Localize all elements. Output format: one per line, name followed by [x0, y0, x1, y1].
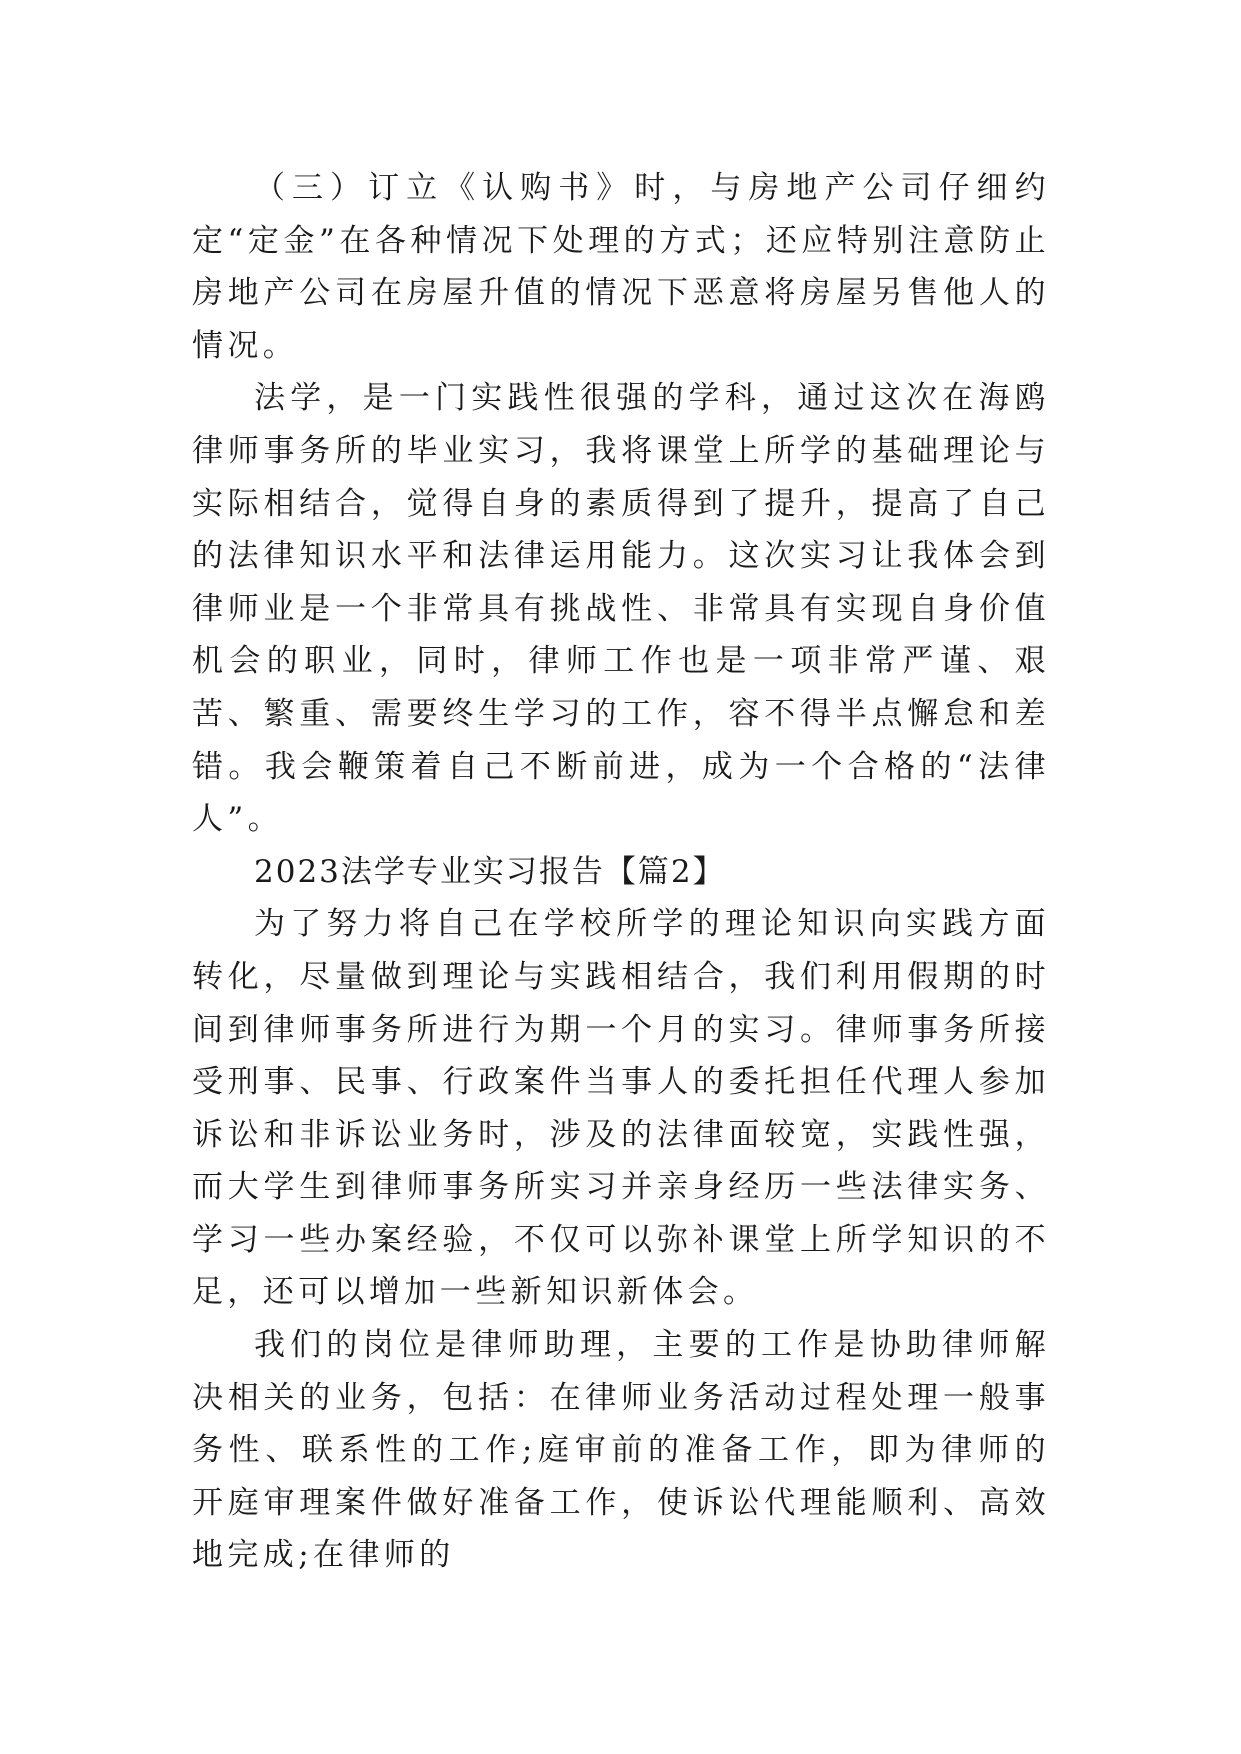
paragraph-internship-summary: 法学，是一门实践性很强的学科，通过这次在海鸥律师事务所的毕业实习，我将课堂上所学的基础理论与实际相结合，觉得自身的素质得到了提升，提高了自己的法律知识水平和法律运用能力。这次实习让我体会到律师业是一个非常具有挑战性、非常具有实现自身价值机会的职业，同时，律师工作也是一项非常严谨、艰苦、繁重、需要终生学习的工作，容不得半点懈怠和差错。我会鞭策着自己不断前进，成为一个合格的“法律人”。 [192, 380, 1050, 838]
paragraph-job-duties: 我们的岗位是律师助理，主要的工作是协助律师解决相关的业务，包括：在律师业务活动过程处理一般事务性、联系性的工作;庭审前的准备工作，即为律师的开庭审理案件做好准备工作，使诉讼代理能顺利、高效地完成;在律师的 [192, 1327, 1050, 1574]
paragraph-subscription-agreement: （三）订立《认购书》时，与房地产公司仔细约定“定金”在各种情况下处理的方式；还应特别注意防止房地产公司在房屋升值的情况下恶意将房屋另售他人的情况。 [192, 170, 1050, 364]
paragraph-internship-purpose: 为了努力将自己在学校所学的理论知识向实践方面转化，尽量做到理论与实践相结合，我们利用假期的时间到律师事务所进行为期一个月的实习。律师事务所接受刑事、民事、行政案件当事人的委托担任代理人参加诉讼和非诉讼业务时，涉及的法律面较宽，实践性强，而大学生到律师事务所实习并亲身经历一些法律实务、学习一些办案经验，不仅可以弥补课堂上所学知识的不足，还可以增加一些新知识新体会。 [192, 906, 1050, 1311]
document-body [192, 162, 1050, 1582]
section-heading: 2023法学专业实习报告【篇2】 [254, 853, 726, 890]
